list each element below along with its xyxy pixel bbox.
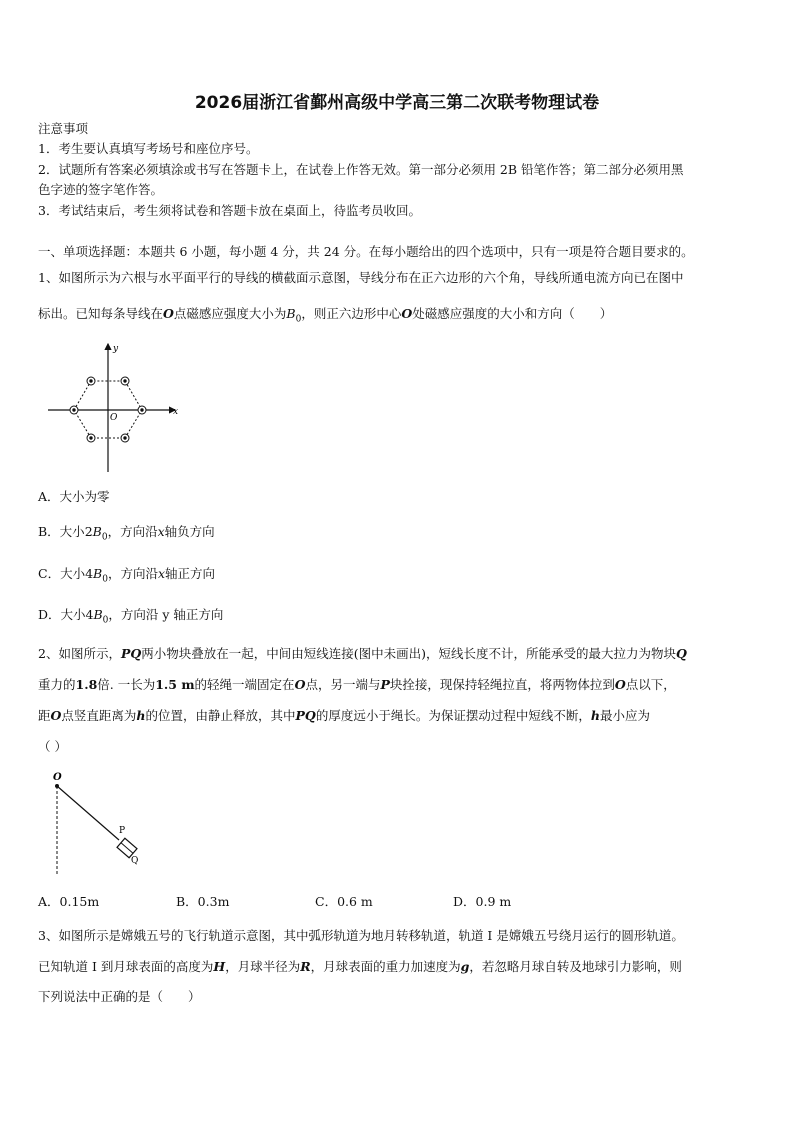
- pivot-label: O: [53, 772, 62, 783]
- q1-option-a: A．大小为零: [38, 489, 110, 504]
- q1-hexagon-figure: [40, 340, 190, 480]
- x-axis-label: x: [173, 407, 179, 417]
- rope: [57, 786, 119, 840]
- block-pq: [117, 838, 137, 858]
- q3-line-3: 下列说法中正确的是（ ）: [38, 989, 201, 1004]
- q2-option-a: A．0.15m: [38, 894, 100, 909]
- block-q-label: Q: [131, 856, 139, 866]
- page-title: 2026届浙江省鄞州高级中学高三第二次联考物理试卷: [194, 93, 600, 113]
- q2-pendulum-figure: [45, 770, 165, 880]
- wire-bottom-right: [121, 434, 129, 442]
- q2-line-1: 2、如图所示，PQ两小物块叠放在一起，中间由短线连接(图中未画出)，短线长度不计，所能承受的最大拉力为物块Q: [38, 646, 687, 661]
- q2-line-3: 距O点竖直距离为h的位置，由静止释放，其中PQ的厚度远小于绳长。为保证摆动过程中短线不断，h最小应为: [38, 708, 650, 723]
- y-axis-label: y: [113, 344, 119, 354]
- q1-option-b: B．大小$2B_0$，方向沿x轴负方向: [38, 524, 215, 543]
- notice-item-2-cont: 色字迹的签字笔作答。: [38, 182, 164, 197]
- wire-top-right: [121, 377, 129, 385]
- q2-option-c: C．0.6 m: [315, 894, 373, 909]
- notice-item-2: 2．试题所有答案必须填涂或书写在答题卡上，在试卷上作答无效。第一部分必须用 2B 铅笔作答；第二部分必须用黑: [38, 162, 684, 177]
- q1-line-1: 1、如图所示为六根与水平面平行的导线的横截面示意图，导线分布在正六边形的六个角，导线所通电流方向已在图中: [38, 270, 684, 285]
- wire-top-left: [87, 377, 95, 385]
- notice-item-3: 3．考试结束后，考生须将试卷和答题卡放在桌面上，待监考员收回。: [38, 203, 421, 218]
- q2-option-b: B．0.3m: [176, 894, 230, 909]
- q2-line-2: 重力的1.8倍. 一长为1.5 m的轻绳一端固定在O点，另一端与P块拴接，现保持轻绳拉直，将两物体拉到O点以下，: [38, 677, 676, 692]
- q3-line-1: 3、如图所示是嫦娥五号的飞行轨道示意图，其中弧形轨道为地月转移轨道，轨道 I 是嫦娥五号绕月运行的圆形轨道。: [38, 928, 684, 943]
- notice-heading: 注意事项: [38, 121, 89, 136]
- wire-left: [70, 406, 78, 414]
- q2-line-4: （ ）: [38, 739, 67, 754]
- wire-right: [138, 406, 146, 414]
- q1-option-c: C．大小$4B_0$，方向沿x轴正方向: [38, 566, 216, 585]
- notice-item-1: 1．考生要认真填写考场号和座位序号。: [38, 141, 259, 156]
- section-heading: 一、单项选择题：本题共 6 小题，每小题 4 分，共 24 分。在每小题给出的四个选项中，只有一项是符合题目要求的。: [38, 244, 694, 259]
- wire-bottom-left: [87, 434, 95, 442]
- q3-line-2: 已知轨道 I 到月球表面的高度为H，月球半径为R，月球表面的重力加速度为g，若忽略月球自转及地球引力影响，则: [38, 959, 682, 974]
- q2-option-d: D．0.9 m: [453, 894, 512, 909]
- q1-option-d: D．大小$4B_0$，方向沿 y 轴正方向: [38, 607, 224, 626]
- origin-label: O: [110, 413, 118, 423]
- q1-line-2: 标出。已知每条导线在O点磁感应强度大小为$B_0$，则正六边形中心O处磁感应强度的大小和方向（ ）: [38, 306, 613, 325]
- block-p-label: P: [119, 826, 126, 836]
